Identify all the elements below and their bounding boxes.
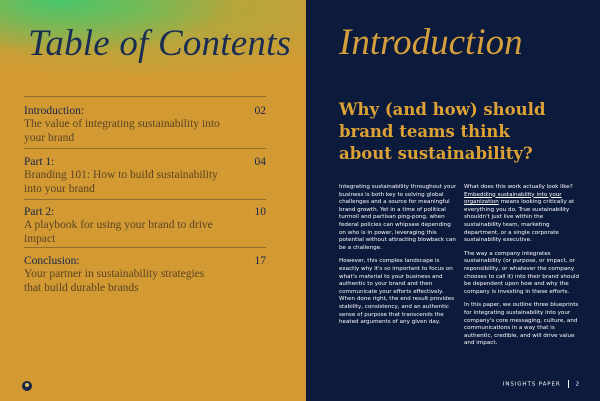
page-footer <box>503 380 580 388</box>
body-paragraph: Integrating sustainability throughout your business is both key to solving global challenges and a source for meaningful brand growth. Yet in a time of political turmoil and partisan ping-pong, when federal policies can whipsaw depending on who is in power, leveraging this potential without attracting blowback can be a challenge. <box>339 184 457 251</box>
body-paragraph <box>464 184 582 245</box>
body-paragraph: However, this complex landscape is exactly why it's so important to focus on what's material to your business and authentic to your brand and then communicate your efforts effectively. When done right, the end result provides stability, consistency, and an authentic sense of purpose that transcends the heated arguments of any given day. <box>339 258 455 326</box>
toc-entry-heading: Conclusion: <box>24 255 80 267</box>
toc-entry-heading: Introduction: <box>24 105 85 117</box>
toc-entry-description: Branding 101: How to build sustainability into your brand <box>24 169 218 195</box>
introduction-page <box>306 0 600 401</box>
toc-entry-page: 02 <box>254 105 266 117</box>
toc-entry-page: 10 <box>254 206 266 218</box>
toc-entry-heading: Part 2: <box>24 206 55 218</box>
toc-divider <box>24 247 266 248</box>
body-column-right <box>464 184 582 354</box>
toc-divider <box>24 96 266 97</box>
logo-icon <box>22 381 32 391</box>
body-paragraph: The way a company integrates sustainability (or purpose, or impact, or reponsibility, or whatever the company chooses to call it) into their brand should be dependent upon how and why the company is investing in these efforts. <box>464 250 579 295</box>
toc-entry-description: A playbook for using your brand to drive impact <box>24 219 213 245</box>
toc-title: Table of Contents <box>28 23 292 64</box>
body-paragraph: In this paper, we outline three blueprints for integrating sustainability into your company's core messaging, culture, and communications in a way that is authentic, credible, and will drive value and impact. <box>464 302 579 347</box>
page-number: 2 <box>575 381 580 388</box>
toc-entry-page: 04 <box>254 156 266 168</box>
toc-entry-conclusion[interactable] <box>24 254 266 295</box>
body-column-left <box>339 184 457 333</box>
toc-entry-part-2[interactable] <box>24 205 266 246</box>
toc-entry-part-1[interactable] <box>24 155 266 196</box>
body-text: What does this work actually look like? <box>464 184 573 190</box>
toc-entry-introduction[interactable] <box>24 104 266 145</box>
toc-entry-page: 17 <box>254 255 266 267</box>
footer-label: INSIGHTS PAPER <box>502 381 561 388</box>
toc-entry-heading: Part 1: <box>24 156 55 168</box>
toc-entry-description: The value of integrating sustainability into your brand <box>24 118 220 144</box>
toc-divider <box>24 148 266 149</box>
footer-divider <box>568 380 569 388</box>
section-headline: Why (and how) should brand teams think about sustainability? <box>339 100 546 163</box>
body-text: means looking critically at everything you do. True sustainability shouldn't just live within the sustainability team, marketing department, or a single corporate sustainability executive. <box>464 199 575 244</box>
toc-divider <box>24 199 266 200</box>
introduction-title: Introduction <box>339 22 523 63</box>
embedding-sustainability-link[interactable]: Embedding sustainability into your organization <box>464 191 562 206</box>
toc-entry-description: Your partner in sustainability strategies that build durable brands <box>24 268 205 294</box>
